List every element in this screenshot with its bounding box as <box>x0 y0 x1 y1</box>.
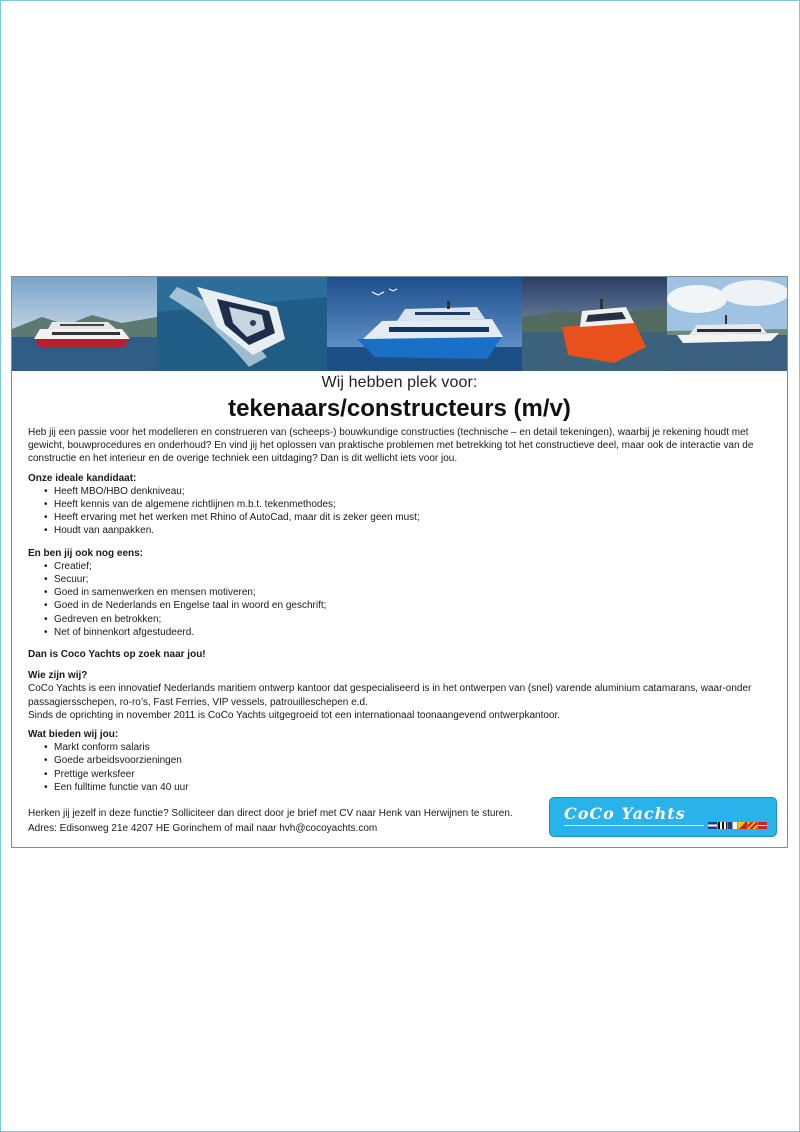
ship-photo-5 <box>667 277 787 371</box>
logo-text: CoCo Yachts <box>564 804 686 823</box>
list-item: • Heeft ervaring met het werken met Rhino of AutoCad, maar dit is zeker geen must; <box>44 511 773 524</box>
ad-body <box>28 426 773 798</box>
offer-heading: Wat bieden wij jou: <box>28 729 119 741</box>
search-line: Dan is Coco Yachts op zoek naar jou! <box>28 649 206 661</box>
job-advertisement <box>11 276 788 848</box>
list-item: • Goede arbeidsvoorzieningen <box>44 754 773 767</box>
list-item: • Houdt van aanpakken. <box>44 524 773 537</box>
list-item: • Heeft MBO/HBO denkniveau; <box>44 485 773 498</box>
list-item: • Heeft kennis van de algemene richtlijnen m.b.t. tekenmethodes; <box>44 498 773 511</box>
apply-line: Herken jij jezelf in deze functie? Solliciteer dan direct door je brief met CV naar Henk van Herwijnen te sturen. <box>28 808 513 819</box>
offer-list <box>28 741 773 794</box>
list-item: • Gedreven en betrokken; <box>44 613 773 626</box>
candidate-heading: Onze ideale kandidaat: <box>28 472 137 484</box>
list-item: • Net of binnenkort afgestudeerd. <box>44 626 773 639</box>
ship-photo-4 <box>522 277 667 371</box>
heading-subtitle: Wij hebben plek voor: <box>321 374 478 391</box>
list-item: • Markt conform salaris <box>44 741 773 754</box>
photo-strip <box>12 277 787 371</box>
address-line[interactable]: Adres: Edisonweg 21e 4207 HE Gorinchem of mail naar hvh@cocoyachts.com <box>28 823 378 834</box>
logo-underline <box>564 825 704 826</box>
job-title: tekenaars/constructeurs (m/v) <box>228 395 571 422</box>
ship-photo-2 <box>157 277 327 371</box>
list-item: • Een fulltime functie van 40 uur <box>44 781 773 794</box>
list-item: • Goed in samenwerken en mensen motiveren; <box>44 586 773 599</box>
ship-photo-1 <box>12 277 157 371</box>
signal-flags-icon <box>708 822 767 829</box>
who-text-2: Sinds de oprichting in november 2011 is CoCo Yachts uitgegroeid tot een internationaal toonaangevend ontwerpkantoor. <box>28 709 561 721</box>
coco-yachts-logo <box>549 797 777 837</box>
list-item: • Goed in de Nederlands en Engelse taal in woord en geschrift; <box>44 599 773 612</box>
traits-list <box>28 560 773 639</box>
list-item: • Prettige werksfeer <box>44 768 773 781</box>
candidate-list <box>28 485 773 538</box>
who-heading: Wie zijn wij? <box>28 670 88 682</box>
intro-paragraph: Heb jij een passie voor het modelleren en construeren van (scheeps-) bouwkundige constructies (technische – en detail tekeningen), waarbij je rekening houdt met gewicht, bouwprocedures en onderhoud? En vind jij het oplossen van praktische problemen met betrekking tot het constructieve deel, maar ook de interactie van de constructie en het interieur en de overige techniek een uitdaging? Dan is dit wellicht iets voor jou. <box>28 427 754 465</box>
traits-heading: En ben jij ook nog eens: <box>28 547 144 559</box>
who-text-1: CoCo Yachts is een innovatief Nederlands maritiem ontwerp kantoor dat gespecialiseerd is in het ontwerpen van (snel) varende aluminium catamarans, waar-onder passagiersschepen, ro-ro’s, Fast Ferries, VIP vessels, patrouilleschepen e.d. <box>28 683 752 708</box>
ship-photo-3 <box>327 277 522 371</box>
list-item: • Secuur; <box>44 573 773 586</box>
list-item: • Creatief; <box>44 560 773 573</box>
closing-text <box>28 806 548 836</box>
